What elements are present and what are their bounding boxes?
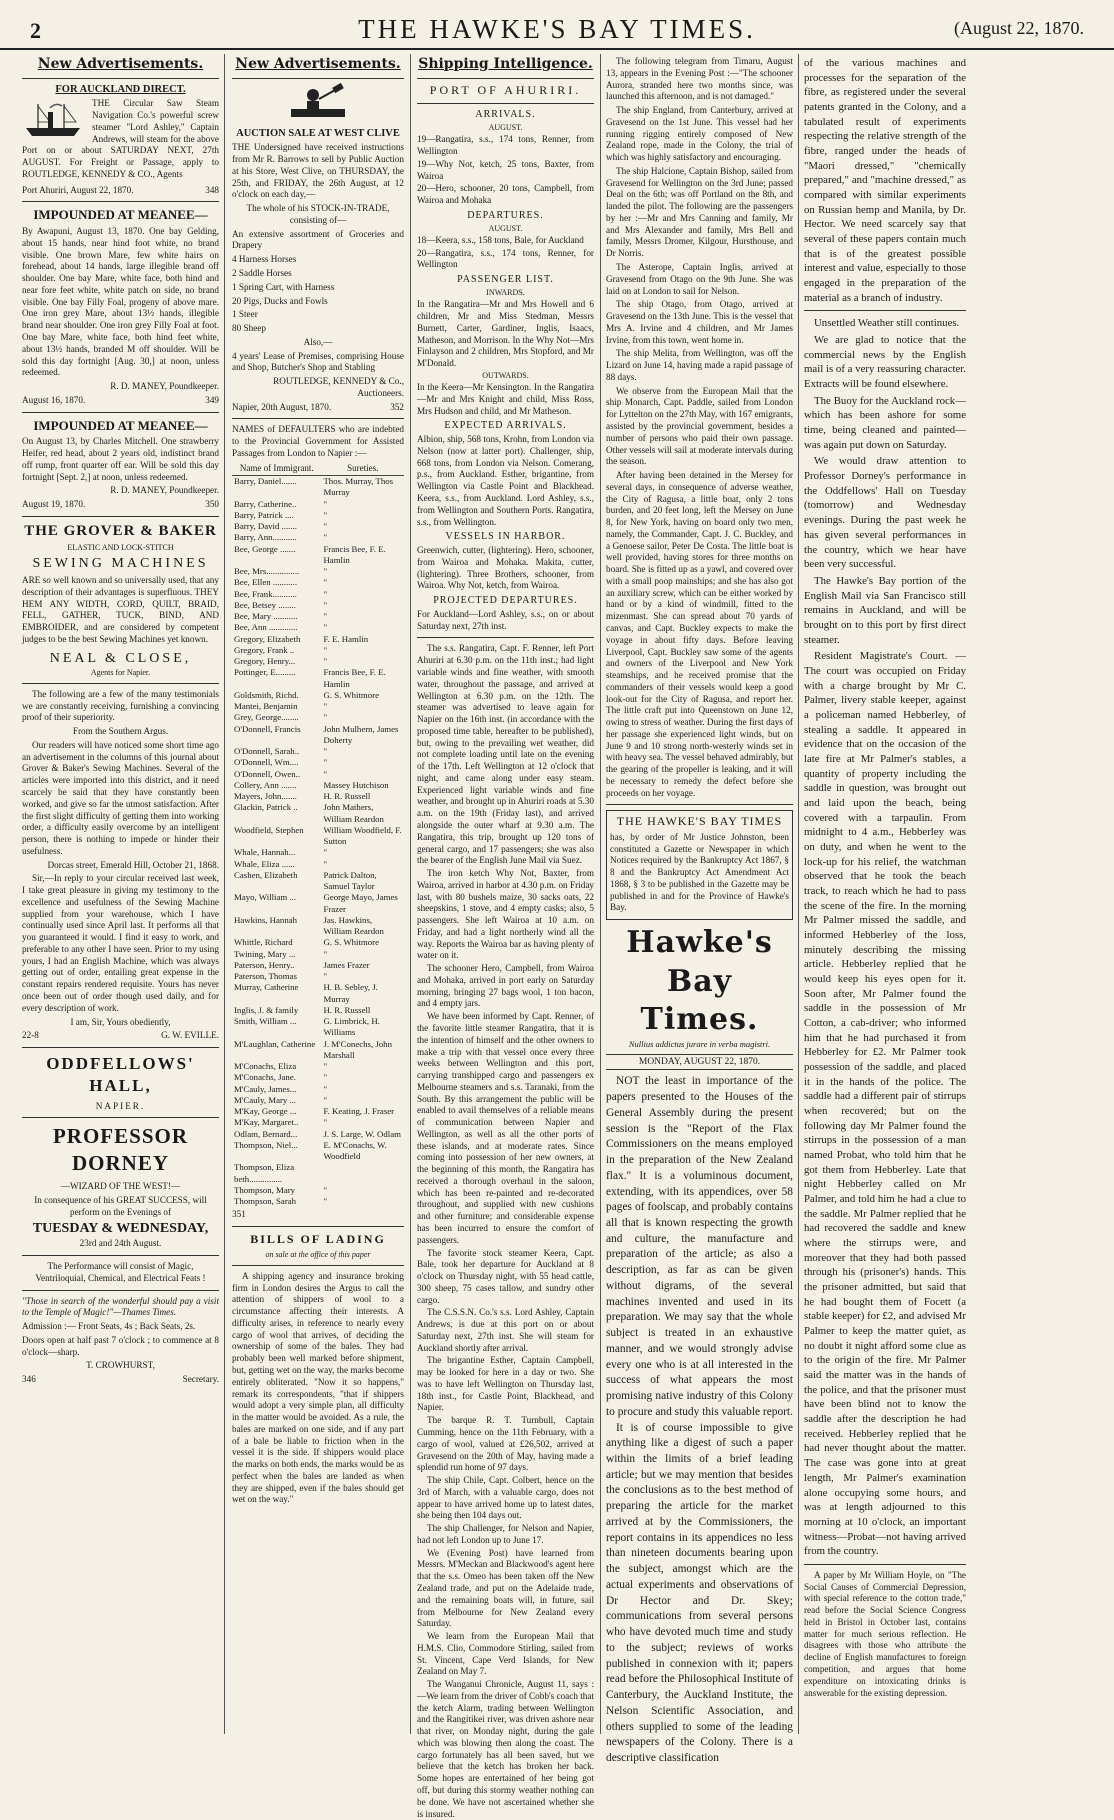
surety-names: G. S. Whitmore (323, 937, 379, 948)
table-row (232, 1129, 404, 1140)
surety-names: " (323, 1196, 328, 1207)
testimonial-body: Our readers will have noticed some short time ago an advertisement in the columns of this journal about Grover & Baker's Sewing Machines. Several of the articles were imported into this district, and it need scarcely be said that they have constantly been worked, and give so far the utmost satisfaction. After the first slight difficulty of getting them into working order, a difficulty easily overcome by an intelligent person, there is nothing to impede or hinder their usefulness. (22, 739, 219, 856)
immigrant-name: M'Cauly, Mary ... (234, 1094, 297, 1105)
immigrant-name: Thompson, Sarah (234, 1196, 297, 1207)
letter-footer: 22-8 G. W. EVILLE. (22, 1030, 219, 1041)
surety-names: " (323, 1061, 328, 1072)
surety-names: " (323, 948, 328, 959)
ad-signature: R. D. MANEY, Poundkeeper. (110, 381, 219, 392)
section-heading: ARRIVALS. (475, 109, 536, 121)
immigrant-name: Grey, George........ (234, 712, 299, 723)
table-row (232, 1140, 404, 1163)
table-row (232, 780, 404, 791)
column-header: Shipping Intelligence. (417, 54, 594, 79)
table-row (232, 1185, 404, 1196)
ad-heading: SEWING MACHINES (32, 556, 209, 572)
table-row (232, 1016, 404, 1039)
news-item: The Buoy for the Auckland rock—which has been ashore for some time, being cleaned and painted—was again put down on Saturday. (804, 394, 966, 451)
table-row (232, 1162, 404, 1185)
article-body: Albion, ship, 568 tons, Krohn, from London via Nelson (now at latter port). Challenger, ship, 668 tons, from London via Nelson. Comerang, p.s., from Auckland. Esther, brigantine, from Wellington via Castle Point and Blackhead. Keera, s.s., from Auckland. Lord Ashley, s.s., from Wellington and Southern Ports. Rangatira, s.s., from Wellington. (417, 434, 594, 527)
ad-title: BILLS OF LADING (250, 1232, 386, 1247)
ad-body: 4 years' Lease of Premises, comprising House and Shop, Butcher's Shop and Stabling (232, 350, 404, 373)
table-row (232, 634, 404, 645)
table-row (232, 724, 404, 747)
immigrant-name: Bee, Frank........... (234, 588, 297, 599)
section-subheading: OUTWARDS. (482, 370, 529, 380)
list-item: 1 Steer (232, 309, 258, 320)
gazette-notice (606, 810, 793, 920)
section-month: AUGUST. (488, 223, 523, 233)
auckland-ad (22, 83, 219, 197)
table-row (232, 622, 404, 633)
article-body: Greenwich, cutter, (lightering). Hero, schooner, from Wairoa and Mohaka. Makita, cutter, (lightering). Three Brothers, schooner, from Wairoa. Why Not, ketch, from Wairoa. (417, 545, 594, 591)
column-header: Sureties. (321, 462, 404, 476)
immigrant-name: Paterson, Thomas (234, 971, 297, 982)
immigrant-name: Thompson, Eliza beth............... (234, 1162, 295, 1184)
steamship-icon (22, 100, 86, 140)
ad-footer: 346 Secretary. (22, 1374, 219, 1385)
column-header: New Advertisements. (232, 54, 404, 79)
ad-title: FOR AUCKLAND DIRECT. (55, 83, 186, 95)
table-row (232, 1072, 404, 1083)
table-row (232, 510, 404, 521)
table-row (232, 746, 404, 757)
article-body: The iron ketch Why Not, Baxter, from Wairoa, arrived in harbor at 4.30 p.m. on Friday last, with 80 bushels maize, 30 sacks oats, 22 sheepskins, 1 stove, and 4 empty casks; also, 5 passengers. She left Wairoa at 10 a.m. on Friday, and had a light northerly wind all the way. Reports the Wairoa bar as having plenty of water on it. (417, 868, 594, 961)
surety-names: John Mulhern, James Doherty (323, 723, 399, 745)
article-body: We learn from the European Mail that H.M.S. Clio, Commodore Stirling, sailed from St. Vincent, Cape Verd Islands, for New Zealand on May 7. (417, 1631, 594, 1677)
immigrant-name: Glackin, Patrick .. (234, 802, 298, 813)
article-body: The C.S.S.N. Co.'s s.s. Lord Ashley, Captain Andrews, is due at this port on or about Saturday next, 27th inst. She will steam for Auckland shortly after arrival. (417, 1307, 594, 1353)
surety-names: " (323, 599, 328, 610)
immigrant-name: M'Laughlan, Catherine (234, 1038, 316, 1049)
surety-names: " (323, 746, 328, 757)
immigrant-name: Barry, Ann........... (234, 532, 297, 543)
column-rule (798, 54, 799, 1734)
table-row (232, 667, 404, 690)
article-body: The ship England, from Canterbury, arrived at Gravesend on the 1st June. This vessel had her running rigging entirely composed of New Zealand rope, made in the Colony, the trial of which was highly satisfactory and encouraging. (606, 105, 793, 163)
article-body: NOT the least in importance of the papers presented to the Houses of the General Assembly during the present session is the "Report of the Flax Commissioners on the means employed in the preparation of the New Zealand flax." It is a voluminous document, extending, with its appendices, over 58 pages of foolscap, and probably contains all that is known respecting the growth and culture, the manufacture and preparation of the article; as also a description, as far as can be given without digrams, of the several machines invented and used in its preparation. We may say that the whole subject is treated in an exhaustive manner, and we would strongly advise every one who is at all interested in the success of what appears the most promising native industry of this Colony to procure and study this valuable report. (606, 1075, 793, 1418)
court-report: Resident Magistrate's Court. —The court was occupied on Friday with a charge brought by Mr C. Palmer, livery stable keeper, against a policeman named Hebberley, of stealing a saddle. It appeared in evidence that on the occasion of the late fire at Mr Palmer's stables, a quantity of property including the saddle in question, was brought out and laid upon the beach, being covered with a tarpaulin. From midnight to 4 a.m., Hebberley was on duty, and when he went to the lock-up for his relief, the watchman observed that he took the beach track, to reach which he had to pass the scene of the fire. In the morning Mr Palmer missed the saddle, and informed Hebberley of the loss, minutely describing the missing article. Hebberley replied that he would keep his eyes open for it. Soon after, Mr Palmer found the saddle in the possession of Mr Cotton, a cab-driver; who informed him that he had purchased it from Hebberley for £2. Mr Palmer took possession of the saddle, and placed it in the hands of the police. The saddle had a different pair of stirrups when recovered; but on the following day Mr Palmer found the stirrups in the possession of a man named Probat, who told him that he got them from Hebberley. Late that night Hebberley called on Mr Palmer, and told him he had a clue to the saddle. Mr Palmer replied that he had recovered the saddle and knew where the stirrups were, and moreover that they had both passed through his (prisoner's) hands. This the prisoner admitted, but said that he had bought them of Focett (a stable keeper) for £2, and advised Mr Palmer to keep the matter quiet, as no doubt it night afford some clue as to the origin of the fire. Mr Palmer said the matter was in the hands of the police, and that the prisoner must have been blind not to know the saddle after the description he had received. Hebberley replied that he had never thought about the matter. The case was gone into at great length, Mr Palmer's examination alone occupying some hours, and was at length adjourned to this morning at 10 o'clock, an important witness—Probat—not having arrived from the country. (804, 650, 966, 1558)
immigrant-name: Hawkins, Hannah (234, 914, 298, 925)
article-body: of the various machines and processes for the separation of the fibre, as registered under the several patents granted in the Colony, and a tabulated result of experiments respecting the relative strength of the fibre, ranged under the heads of "Maori dressed," "chemically prepared," and "machine dressed," as compared with similar experiments on Russian hemp and Manila, by Dr. Hector. We need scarcely say that several of these papers contain much that is of the greatest possible interest and value, especially to those engaged in the preparation of the material as a branch of industry. (804, 57, 966, 304)
surety-names: G. Limbrick, H. Williams (323, 1016, 380, 1038)
ad-title: IMPOUNDED AT MEANEE— (33, 207, 208, 223)
page-number: 2 (30, 18, 41, 43)
professor-dorney-ad (22, 1053, 219, 1386)
table-row (232, 971, 404, 982)
surety-names: " (323, 858, 328, 869)
table-row (232, 982, 404, 1005)
section-subheading: INWARDS. (486, 288, 525, 298)
leader-dateline: MONDAY, AUGUST 22, 1870. (606, 1054, 793, 1070)
list-item: 1 Spring Cart, with Harness (232, 281, 335, 292)
surety-names: " (323, 701, 328, 712)
table-row (232, 870, 404, 893)
news-item: Unsettled Weather still continues. (814, 317, 960, 330)
press-quote: "Those in search of the wonderful should pay a visit to the Temple of Magic!"—Thames Times. (22, 1295, 219, 1318)
immigrant-name: Pottinger, E......... (234, 667, 296, 678)
immigrant-name: Mayers, John....... (234, 791, 297, 802)
surety-names: F. Keating, J. Fraser (323, 1106, 395, 1117)
immigrant-name: M'Conachs, Eliza (234, 1061, 297, 1072)
ad-body: The whole of his STOCK-IN-TRADE, consisting of— (246, 203, 390, 225)
surety-names: " (323, 1184, 328, 1195)
article-body: The ship Otago, from Otago, arrived at Gravesend on the 13th June. This is the vessel that Mrs A. Irvine and 4 children, and Mr James Irvine, from this town, went home in. (606, 299, 793, 345)
immigrant-name: Bee, Ann ............. (234, 622, 298, 633)
immigrant-name: Gregory, Frank .. (234, 644, 295, 655)
defaulters-intro: NAMES of DEFAULTERS who are indebted to the Provincial Government for Assisted Passages from London to Napier :— (232, 424, 404, 458)
surety-names: Patrick Dalton, Samuel Taylor (323, 869, 377, 892)
surety-names: " (323, 971, 328, 982)
ad-signature: T. CROWHURST, (86, 1360, 155, 1371)
defaulters-table (232, 462, 404, 1208)
ad-signature: ROUTLEDGE, KENNEDY & Co., Auctioneers. (273, 376, 404, 398)
grover-baker-ad (22, 522, 219, 1042)
surety-names: George Mayo, James Frazer (323, 892, 398, 914)
table-row (232, 544, 404, 567)
section-heading: EXPECTED ARRIVALS. (444, 420, 567, 432)
surety-names: " (323, 498, 328, 509)
table-row (232, 656, 404, 667)
notice-body: has, by order of Mr Justice Johnston, been constituted a Gazette or Newspaper in which Notices required by the Bankruptcy Act 1867, § 8 and the Bankruptcy Act Amendment Act 1868, § 3 to be published in the Gazette may be published in and for the Province of Hawke's Bay. (610, 831, 789, 913)
list-item: 2 Saddle Horses (232, 268, 292, 278)
immigrant-name: Thompson, Niel... (234, 1139, 298, 1150)
ad-body: Also,— (303, 336, 333, 347)
immigrant-name: Smith, William ... (234, 1016, 297, 1027)
column-1 (18, 54, 223, 1734)
immigrant-name: Woodfield, Stephen (234, 824, 304, 835)
table-row (232, 690, 404, 701)
ad-footer: Napier, 20th August, 1870. 352 (232, 401, 404, 412)
immigrant-name: M'Conachs, Jane. (234, 1072, 296, 1083)
surety-names: " (323, 577, 328, 588)
article-body: After having been detained in the Mersey for several days, in consequence of adverse weather, the City of Ragusa, a little boat, only 2 tons burden, and 20 feet long, left the Mersey on June 8, for New York, having on board only two men, namely, the Commander, Capt. J. C. Buckley, and a Genoese sailor, Peter De Costa. The little boat is well provided, having stores for three months on board. She is fitted up as a yawl, and covered over with a small poop mainships; and she has also got an auxiliary screw, which can be either worked by hand or by a kind of windmill, fitted to the mizenmast. She can spread about 70 yards of canvas, and Capt. Buckley expects to make the voyage in about fifty days. Before leaving Liverpool, Capt. Buckley saw some of the agents and owners of the Liverpool and New York steamships, and he received promise that the commanders of their vessels would keep a good look-out for the City of Ragusa, and report her. The little craft put into Queenstown on June 12, owing to stress of weather. During the first days of her passage she experienced light winds, but on June 9 and 10 strong north-westerly winds set in with heavy sea. The vessel behaved admirably, but the gearing of the propeller is leaking, and it will be necessary to remedy the defect before she proceeds on her voyage. (606, 470, 793, 798)
article-body: The favorite stock steamer Keera, Capt. Bale, took her departure for Auckland at 8 o'clock on Thursday night, with 55 head cattle, 300 sheep, 75 cases tallow, and sundry other cargo. (417, 1247, 594, 1305)
column-rule (410, 54, 411, 1734)
immigrant-name: Murray, Catherine (234, 982, 299, 993)
article-body: The brigantine Esther, Captain Campbell, may be looked for here in a day or two. She was to have left Wellington on Thursday last, 18th inst., for Castle Point, Blackhead, and Napier. (417, 1355, 594, 1413)
immigrant-name: Paterson, Henry.. (234, 959, 295, 970)
article-body: We have been informed by Capt. Renner, of the favorite little steamer Rangatira, that it is the intention of himself and the other owners to make a trip with that vessel once every three weeks between Wellington and this port, carrying transhipped cargo and passengers ex Melbourne steamers and s.s. Taranaki, from the South. By this arrangement the public will be enabled to avail themselves of a reliable means of communication between Napier and Wellington, as well as all the other ports of these islands, and at moderate rates. Since coming into possession of her new owners, at the beginning of this month, the Rangatira has received a thorough overhaul in the saloon, which has been re-painted and re-decorated throughout, and supplied with new cushions and other furniture; and considerable expense has been incurred to ensure the comfort of passengers. (417, 1011, 594, 1245)
list-item: 19—Why Not, ketch, 25 tons, Baxter, from Wairoa (417, 158, 594, 181)
surety-names: " (323, 1083, 328, 1094)
article-body: The Asterope, Captain Inglis, arrived at Gravesend from Otago on the 9th June. She was laid on at London to sail for Nelson. (606, 262, 793, 296)
column-4 (602, 54, 797, 1764)
venue-title: ODDFELLOWS' HALL, (46, 1054, 195, 1095)
table-row (232, 859, 404, 870)
impound-ad-1 (22, 207, 219, 406)
table-row (232, 566, 404, 577)
ad-subtitle: on sale at the office of this paper (265, 1249, 371, 1259)
agent-role: Agents for Napier. (90, 667, 151, 677)
admission-prices: Admission :— Front Seats, 4s ; Back Seats, 2s. (22, 1321, 196, 1332)
immigrant-name: Collery, Ann ....... (234, 779, 297, 790)
immigrant-name: Bee, Betsey ........ (234, 599, 296, 610)
immigrant-name: Gregory, Henry... (234, 656, 296, 667)
table-row (232, 757, 404, 768)
ad-body: The Performance will consist of Magic, Ventriloquial, Chemical, and Electrical Feats ! (35, 1261, 206, 1283)
surety-names: Jas. Hawkins, William Reardon (323, 914, 384, 937)
article-body: It is of course impossible to give anything like a digest of such a paper within the limits of a brief leading article; but we may mention that besides the conclusions as to the best method of preparing the article for the market arrived at by the Commissioners, the report contains in its appendices no less than nineteen documents bearing upon the subject, amongst which are the actual experiments and observations of Dr Hector and Dr. Skey; communications from several persons who have devoted much time and study to the subject; reviews of works published in connexion with it; papers read before the Philosophical Institute of Canterbury, the Auckland Institute, the Nelson Scientific Association, and others supplied to some of the leading newspapers of the Colony. There is a descriptive classification (606, 1421, 793, 1764)
article-body: The ship Melita, from Wellington, was off the Lizard on June 14, having made a rapid passage of 88 days. (606, 348, 793, 382)
table-row (232, 577, 404, 588)
surety-names: " (323, 768, 328, 779)
column-3 (413, 54, 598, 1819)
surety-names: John Mathers, William Reardon (323, 802, 384, 824)
surety-names: " (323, 1094, 328, 1105)
table-row (232, 960, 404, 971)
surety-names (321, 1162, 404, 1185)
immigrant-name: Whale, Hannah... (234, 847, 296, 858)
section-heading: VESSELS IN HARBOR. (445, 531, 566, 543)
immigrant-name: Bee, Mary ........... (234, 611, 298, 622)
table-row (232, 1106, 404, 1117)
list-item: 80 Sheep (232, 323, 266, 334)
table-row (232, 1196, 404, 1207)
article-body: The ship Chile, Capt. Colbert, hence on the 3rd of March, with a valuable cargo, does not appear to have arrived home up to latest dates, she being then 104 days out. (417, 1475, 594, 1521)
article-body: The s.s. Rangatira, Capt. F. Renner, left Port Ahuriri at 6.30 p.m. on the 11th inst.; had light variable winds and fine weather, with smooth water, throughout the passage, and arrived at Wellington at 6.30 p.m. on the 12th. The steamer was advertised to leave again for Napier on the 16th inst. (in accordance with the proposed time table, hereafter to be published), but, owing to the prevailing wet weather, did not complete loading until late on the evening of the 17th. Left Wellington at 12 o'clock that night, and came along under easy steam. Experienced light variable winds and fine weather, and brought up in Ahuriri roads at 5.30 a.m. on the 19th (Friday last), and arrived alongside the outer wharf at 9.30 a.m. The Rangatira, this trip, brought up 120 tons of general cargo, and 17 passengers; she was also the bearer of the English June Mail via Suez. (417, 643, 594, 866)
surety-names: G. S. Whitmore (323, 689, 379, 700)
list-item: 18—Keera, s.s., 158 tons, Bale, for Auckland (417, 234, 584, 245)
article-body: In the Rangatira—Mr and Mrs Howell and 6 children, Mr and Miss Stedman, Messrs Burnett, Carter, Gardiner, Inglis, Isaacs, Matheson, and Morrison. In the Why Not—Mrs Finlayson and 2 children, Mrs Stopford, and Mr M'Donald. (417, 299, 594, 369)
performance-dates: 23rd and 24th August. (79, 1238, 162, 1249)
immigrant-name: Mantei, Benjamin (234, 701, 298, 712)
testimonial-source: From the Southern Argus. (72, 726, 169, 737)
section-heading: PASSENGER LIST. (457, 274, 554, 286)
news-item: A paper by Mr William Hoyle, on "The Social Causes of Commercial Depression, with special reference to the cotton trade," read before the Social Science Congress held in Bristol in October last, contains matter for much serious reflection. He disagrees with those who attribute the decline of English manufactures to foreign competition, and argues that home expenditure on intoxicating drinks is answerable for the existing depression. (804, 1569, 966, 1698)
notice-title: THE HAWKE'S BAY TIMES (616, 814, 783, 829)
column-rule (600, 54, 601, 1734)
surety-names: J. M'Conechs, John Marshall (323, 1038, 392, 1060)
table-row (232, 1039, 404, 1062)
performance-days: TUESDAY & WEDNESDAY, (32, 1221, 209, 1237)
table-row (232, 802, 404, 825)
table-row (232, 1061, 404, 1072)
article-body: The schooner Hero, Campbell, from Wairoa and Mohaka, arrived in port early on Saturday morning, bringing 27 bags wool, 1 ton bacon, and 4 empty jars. (417, 963, 594, 1009)
surety-names: " (323, 847, 328, 858)
surety-names: " (323, 712, 328, 723)
ad-body: On August 13, by Charles Mitchell. One strawberry Heifer, red head, about 2 years old, indistinct brand off rump, front quarter off ear. Will be sold this day fortnight [Sept. 2,] at noon, unless redeemed. (22, 436, 219, 482)
ad-footer: Port Ahuriri, August 22, 1870. 348 (22, 184, 219, 195)
section-month: AUGUST. (488, 123, 523, 133)
surety-names: James Frazer (323, 959, 370, 970)
ad-signature: R. D. MANEY, Poundkeeper. (110, 485, 219, 496)
immigrant-name: Barry, Daniel....... (234, 476, 297, 487)
surety-names: Thos. Murray, Thos Murray (323, 476, 394, 498)
immigrant-name: Odlam, Bernard... (234, 1128, 298, 1139)
table-row (232, 769, 404, 780)
table-row (232, 949, 404, 960)
surety-names: " (323, 644, 328, 655)
issue-date: (August 22, 1870. (954, 18, 1084, 38)
surety-names: " (323, 1117, 328, 1128)
letter-close: I am, Sir, Yours obediently, (70, 1016, 171, 1027)
immigrant-name: Bee, George ....... (234, 543, 296, 554)
venue-city: NAPIER. (95, 1100, 146, 1111)
door-times: Doors open at half past 7 o'clock ; to commence at 8 o'clock—sharp. (22, 1334, 219, 1357)
table-row (232, 712, 404, 723)
table-row (232, 1005, 404, 1016)
article-body: A shipping agency and insurance broking firm in London desires the Argus to call the attention of shippers of wool to a circumstance affecting their interests. A difficulty arises, in reference to nearly every cargo of wool that arrives, of deciding the ownership of some of the bales. They had probably been well marked before shipment, but, getting wet on the way, the marks become entirely obliterated. "Now it so happens," remark its correspondents, "that if shippers would adopt a very simple plan, all difficulty in the matter would be avoided. As a rule, the bales are marked on one side, and if any part of a bale be liable to friction when in the vessel it is the side. If shippers would place the marks on both ends, the marks would be as perfect when the bales are landed as when they are shipped, even if the bales should get wet on the way." (232, 1270, 404, 1505)
performer-name: PROFESSOR DORNEY (52, 1124, 189, 1176)
port-heading: PORT OF AHURIRI. (429, 82, 582, 97)
immigrant-name: Goldsmith, Richd. (234, 689, 299, 700)
newspaper-motto: Nullius addictus jurare in verba magistri. (628, 1039, 771, 1050)
ad-title: AUCTION SALE AT WEST CLIVE (236, 127, 400, 139)
news-item: We are glad to notice that the commercial news by the English mail is of a very reassuring character. Extracts will be found elsewhere. (804, 334, 966, 391)
surety-names: " (323, 656, 328, 667)
ad-body: By Awapuni, August 13, 1870. One bay Gelding, about 15 hands, near hind foot white, no brand visible. One brown Mare, few white hairs on forehead, about 14 hands, large illegible brand off shoulder. One bay Mare, white face, both hind and near fore feet white, white patch on side, no brand visible. One bay Filly Foal, progeny of above mare. One iron grey Mare, about 13½ hands, illegible brand near shoulder. One iron grey Filly Foal at foot. One bay Mare, white face, both hind feet white, about 13½ hands, branded M off shoulder. Will be sold this day fortnight [Aug. 30,] at noon, unless redeemed. (22, 226, 219, 378)
immigrant-name: Mayo, William ... (234, 892, 297, 903)
ad-title: THE GROVER & BAKER (24, 522, 217, 539)
article-body: The ship Challenger, for Nelson and Napier, had not left London up to June 17. (417, 1523, 594, 1545)
article-body: The barque R. T. Turnbull, Captain Cumming, hence on the 11th February, with a cargo of wool, valued at £26,502, arrived at Gravesend on the 20th of May, having made a splendid run home of 97 days. (417, 1415, 594, 1473)
table-row (232, 600, 404, 611)
newspaper-title: THE HAWKE'S BAY TIMES. (358, 14, 756, 44)
section-heading: DEPARTURES. (467, 209, 544, 221)
immigrant-name: Barry, Patrick .... (234, 509, 294, 520)
article-body: The following telegram from Timaru, August 13, appears in the Evening Post :—"The schooner Aurora, stranded here two months since, was launched this afternoon, and is not damaged." (606, 56, 793, 102)
news-item: The Hawke's Bay portion of the English Mail via San Francisco still remains in Auckland, and will be brought on to this port by first direct steamer. (804, 574, 966, 646)
article-body: We (Evening Post) have learned from Messrs. M'Meckan and Blackwood's agent here that the s.s. Omeo has been taken off the New Zealand trade, and put on the Adelaide trade, and the remaining boats will, in future, sail from Melbourne for New Zealand every Saturday. (417, 1547, 594, 1629)
column-header: New Advertisements. (22, 54, 219, 79)
list-item: 20—Rangatira, s.s., 174 tons, Renner, for Wellington (417, 247, 594, 270)
table-row (232, 521, 404, 532)
ad-footer: August 19, 1870. 350 (22, 499, 219, 510)
surety-names: " (323, 622, 328, 633)
list-item: 20 Pigs, Ducks and Fowls (232, 295, 328, 306)
immigrant-name: Twining, Mary ... (234, 948, 296, 959)
surety-names: Francis Bee, F. E. Hamlin (323, 543, 386, 565)
leading-article (606, 1074, 793, 1766)
list-item: An extensive assortment of Groceries and Drapery (232, 228, 404, 251)
immigrant-name: Bee, Ellen ........... (234, 577, 298, 588)
surety-names: H. R. Russell (323, 1004, 371, 1015)
table-row (232, 791, 404, 802)
table-row (232, 532, 404, 543)
table-row (232, 825, 404, 848)
immigrant-name: O'Donnell, Wm.... (234, 757, 299, 768)
immigrant-name: Barry, David ....... (234, 521, 297, 532)
table-row (232, 645, 404, 656)
immigrant-name: Thompson, Mary (234, 1184, 296, 1195)
surety-names: E. M'Conachs, W. Woodfield (323, 1139, 387, 1162)
surety-names: " (323, 532, 328, 543)
column-header: Name of Immigrant. (232, 462, 321, 476)
masthead (0, 0, 1114, 50)
column-2 (228, 54, 408, 1734)
surety-names: " (323, 611, 328, 622)
table-row (232, 1117, 404, 1128)
article-body: In the Keera—Mr Kensington. In the Rangatira—Mr and Mrs Knight and child, Miss Ross, Mrs Hudson and child, and Mr Matheson. (417, 382, 594, 416)
column-5 (800, 54, 970, 1734)
immigrant-name: O'Donnell, Sarah.. (234, 746, 300, 757)
surety-names: " (323, 521, 328, 532)
letter-body: Sir,—In reply to your circular received last week, I take great pleasure in giving my testimony to the excellence and usefulness of the Sewing Machine supplied from your warehouse, which I have continually used since April last. It performs all that you guaranteed it would. I find it easy to work, and preferable to any other I have seen. Prior to my using yours, I had an English Machine, which was always getting out of order, entailing great expense in the constant repairs rendered requisite. Yours has never once been out of order though used daily, and for every description of work. (22, 873, 219, 1013)
table-row (232, 589, 404, 600)
ad-footer: August 16, 1870. 349 (22, 394, 219, 405)
ad-body: The following are a few of the many testimonials we are constantly receiving, furnishing a convincing proof of their superiority. (22, 688, 219, 723)
table-row (232, 476, 404, 499)
surety-names: " (323, 588, 328, 599)
column-rule (224, 54, 225, 1734)
table-row (232, 1095, 404, 1106)
table-row (232, 847, 404, 858)
immigrant-name: M'Kay, Margaret.. (234, 1117, 299, 1128)
auction-items (232, 229, 404, 335)
surety-names: Francis Bee, F. E. Hamlin (323, 667, 386, 689)
auctioneer-hammer-icon (283, 83, 353, 123)
impound-ad-2 (22, 418, 219, 511)
ad-number: 351 (232, 1209, 246, 1220)
ad-subtitle: ELASTIC AND LOCK-STITCH (67, 542, 174, 552)
immigrant-name: Barry, Catherine.. (234, 498, 297, 509)
immigrant-name: M'Cauly, James... (234, 1083, 297, 1094)
surety-names: " (323, 757, 328, 768)
article-body: We observe from the European Mail that the ship Monarch, Capt. Paddle, sailed from London for Lyttelton on the 27th May, with 167 emigrants, assisted by the provincial government, besides a number of persons who paid their own passage. Other vessels will sail at moderate intervals during the season. (606, 385, 793, 467)
surety-names: F. E. Hamlin (323, 633, 369, 644)
surety-names: H. R. Russell (323, 791, 371, 802)
performer-subtitle: —WIZARD OF THE WEST!— (60, 1181, 181, 1192)
newspaper-logo: Hawke's Bay Times. (626, 925, 773, 1037)
surety-names: " (323, 566, 328, 577)
table-row (232, 611, 404, 622)
table-row (232, 499, 404, 510)
article-body: For Auckland—Lord Ashley, s.s., on or about Saturday next, 27th inst. (417, 608, 594, 631)
surety-names: " (323, 1072, 328, 1083)
ad-body: In consequence of his GREAT SUCCESS, will perform on the Evenings of (34, 1194, 207, 1217)
surety-names: Massey Hutchison (323, 779, 389, 790)
immigrant-name: Inglis, J. & family (234, 1004, 299, 1015)
immigrant-name: Cashen, Elizabeth (234, 869, 298, 880)
ad-body: THE Circular Saw Steam Navigation Co.'s powerful screw steamer "Lord Ashley," Captain Andrews, will steam for the above Port on or about SATURDAY NEXT, 27th AUGUST. For Freight or Passage, apply to ROUTLEDGE, KENNEDY & CO., Agents (22, 98, 219, 179)
list-item: 20—Hero, schooner, 20 tons, Campbell, from Wairoa and Mohaka (417, 183, 594, 206)
table-row (232, 892, 404, 915)
agent-name: NEAL & CLOSE, (49, 650, 192, 666)
table-row (232, 701, 404, 712)
immigrant-name: Whittle, Richard (234, 937, 293, 948)
immigrant-name: Gregory, Elizabeth (234, 633, 301, 644)
ad-body: ARE so well known and so universally used, that any description of their advantages is superfluous. THEY HEM ANY WIDTH, CORD, QUILT, BRAID, FELL, GATHER, TUCK, BIND, AND EMBROIDER, and are considered by competent judges to be the best Sewing Machines yet known. (22, 575, 219, 644)
ad-title: IMPOUNDED AT MEANEE— (33, 417, 208, 433)
immigrant-name: Whale, Eliza ...... (234, 858, 295, 869)
news-item: We would draw attention to Professor Dorney's performance in the Oddfellows' Hall on Tuesday (tomorrow) and Wednesday evenings. During the past week he has given several performances in the country, which we hear have been very successful. (804, 455, 966, 571)
surety-names: H. B. Sebley, J. Murray (323, 982, 378, 1004)
ad-body: THE Undersigned have received instructions from Mr R. Barrows to sell by Public Auction at his Store, West Clive, on THURSDAY, the 25th, and FRIDAY, the 26th August, at 12 o'clock on each day,— (232, 142, 404, 200)
table-row (232, 1084, 404, 1095)
article-body: The ship Halcione, Captain Bishop, sailed from Gravesend for Wellington on the 3rd June; passed Deal on the 6th; was off Portland on the 8th, and landed the pilot. The following are the passengers by her :—Mr and Mrs Canning and family, Mr and Mrs Alexander and family, Mrs Bell and family, Messrs Dromer, Kilgour, Hursthouse, and Dr Norris. (606, 165, 793, 259)
letter-address: Dorcas street, Emerald Hill, October 21, 1868. (47, 859, 219, 870)
list-item: 19—Rangatira, s.s., 174 tons, Renner, from Wellington (417, 134, 594, 157)
surety-names: J. S. Large, W. Odlam (323, 1128, 401, 1139)
list-item: 4 Harness Horses (232, 254, 297, 265)
surety-names: William Woodfield, F. Sutton (323, 824, 402, 847)
immigrant-name: O'Donnell, Francis (234, 723, 301, 734)
immigrant-name: Bee, Mrs............... (234, 566, 300, 577)
immigrant-name: M'Kay, George ... (234, 1106, 297, 1117)
table-row (232, 915, 404, 938)
surety-names: " (323, 509, 328, 520)
article-body: The Wanganui Chronicle, August 11, says :—We learn from the driver of Cobb's coach that the ketch Alarm, trading between Wellington and the Rangitikei river, was driven ashore near that river, on Monday night, during the gale which was blowing then along the coast. The cargo fortunately has all been saved, but we believe that the ketch has broken her back. Some hopes are entertained of her being got off, but during this stormy weather nothing can be done. We have not ascertained whether she is insured. (417, 1679, 594, 1819)
immigrant-name: O'Donnell, Owen.. (234, 768, 301, 779)
table-row (232, 937, 404, 948)
section-heading: PROJECTED DEPARTURES. (433, 595, 578, 607)
